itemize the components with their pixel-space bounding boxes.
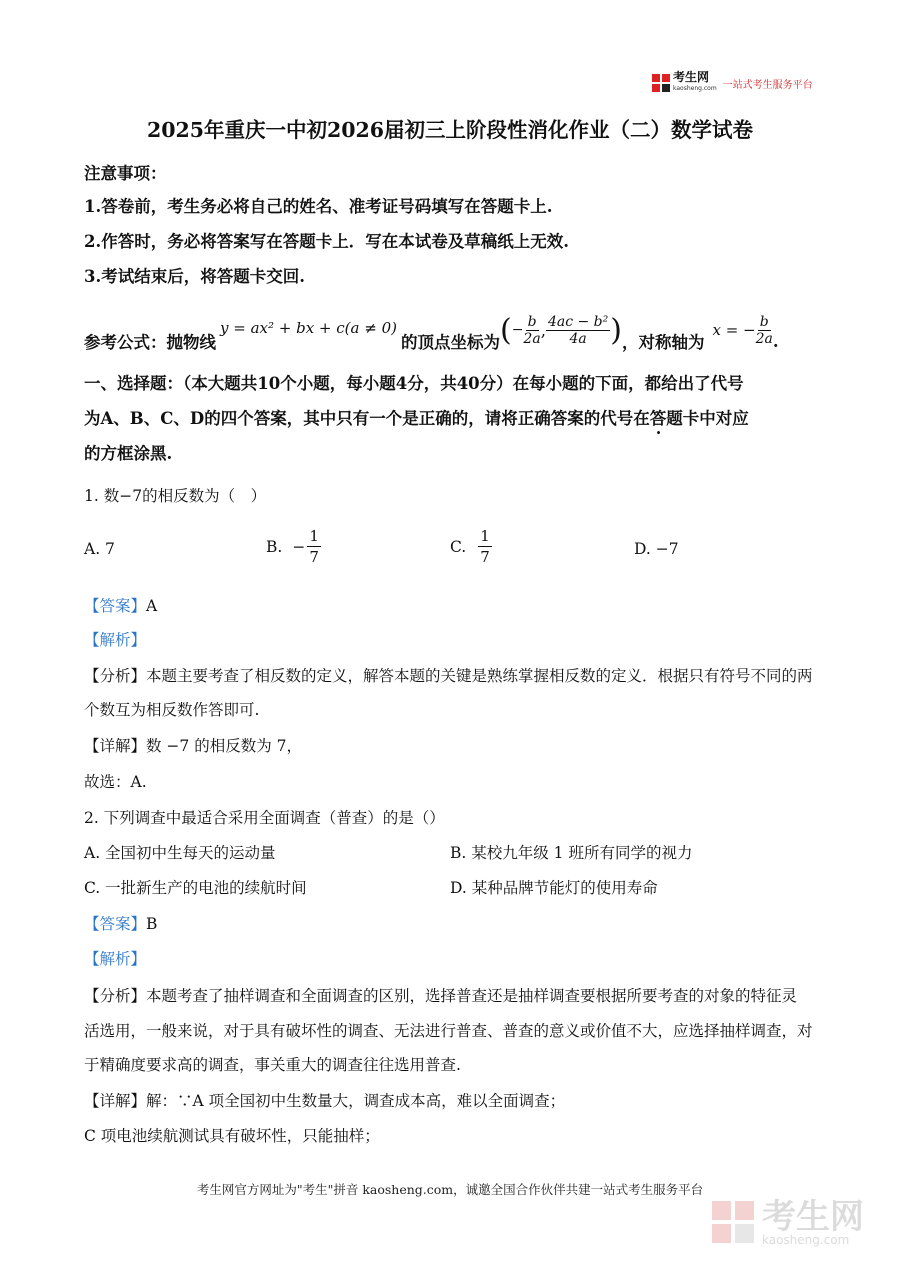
- q2-answer: 【答案】B: [84, 915, 158, 933]
- q1-analysis-tag: 【解析】: [84, 631, 147, 649]
- q1-option-a: A. 7: [84, 540, 115, 558]
- emphasized-answer-card: 答题卡: [649, 409, 700, 428]
- q2-option-d: D. 某种品牌节能灯的使用寿命: [450, 879, 658, 897]
- q2-detail-line-1: 【详解】解：∵A 项全国初中生数量大，调查成本高，难以全面调查；: [84, 1092, 566, 1110]
- q1-stem: 1. 数−7的相反数为（ ）: [84, 487, 267, 505]
- notice-item-2: 2.作答时，务必将答案写在答题卡上．写在本试卷及草稿纸上无效.: [84, 232, 569, 251]
- parabola-equation: y = ax² + bx + c(a ≠ 0): [220, 319, 397, 337]
- axis-fraction: $\frac{b}{2a}$: [755, 313, 773, 347]
- q1-detail: 【详解】数 −7 的相反数为 7，: [84, 737, 302, 755]
- brand-name: 考生网: [673, 70, 710, 84]
- q1-analysis-line-1: 【分析】本题主要考查了相反数的定义，解答本题的关键是熟练掌握相反数的定义．根据只有符号不同的两: [84, 667, 813, 685]
- q2-analysis-tag: 【解析】: [84, 950, 147, 968]
- header-logo: [652, 72, 813, 94]
- q2-analysis-line-3: 于精确度要求高的调查，事关重大的调查往往选用普查.: [84, 1056, 461, 1074]
- q1-option-c: C. $\frac{1}{7}$: [450, 527, 490, 566]
- brand-slogan: 一站式考生服务平台: [722, 79, 813, 91]
- section-instructions-line-3: 的方框涂黑.: [84, 444, 173, 463]
- q2-option-b: B. 某校九年级 1 班所有同学的视力: [450, 844, 693, 862]
- section-instructions-line-1: 一、选择题：（本大题共10个小题，每小题4分，共40分）在每小题的下面，都给出了代号: [84, 374, 744, 393]
- notice-item-3: 3.考试结束后，将答题卡交回.: [84, 267, 305, 286]
- notice-item-1: 1.答卷前，考生务必将自己的姓名、准考证号码填写在答题卡上.: [84, 197, 553, 216]
- brand-url: kaosheng.com: [673, 85, 717, 92]
- q2-option-a: A. 全国初中生每天的运动量: [84, 844, 276, 862]
- vertex-x-fraction: $\frac{b}{2a}$: [523, 313, 541, 347]
- q2-analysis-line-1: 【分析】本题考查了抽样调查和全面调查的区别，选择普查还是抽样调查要根据所要考查的对象的特征灵: [84, 987, 798, 1005]
- q2-detail-line-2: C 项电池续航测试具有破坏性，只能抽样；: [84, 1127, 380, 1145]
- q1-analysis-line-2: 个数互为相反数作答即可.: [84, 701, 260, 719]
- section-instructions-line-2: 为A、B、C、D的四个答案，其中只有一个是正确的，请将正确答案的代号在答题卡中对应: [84, 409, 749, 428]
- watermark-url: kaosheng.com: [762, 1233, 850, 1247]
- formula-prefix: 参考公式：抛物线: [84, 333, 216, 352]
- page-title: 2025年重庆一中初2026届初三上阶段性消化作业（二）数学试卷: [146, 118, 754, 142]
- q2-option-c: C. 一批新生产的电池的续航时间: [84, 879, 307, 897]
- footer-text: 考生网官方网址为"考生"拼音 kaosheng.com，诚邀全国合作伙伴共建一站式考生服务平台: [196, 1182, 704, 1197]
- q1-option-d: D. −7: [634, 540, 679, 558]
- vertex-y-fraction: $\frac{\text{4ac − b²}}{4a}$: [547, 313, 609, 347]
- watermark-name: 考生网: [762, 1197, 864, 1237]
- q1-option-b: B. − $\frac{1}{7}$: [266, 527, 319, 566]
- axis-equation: x = −: [712, 321, 756, 339]
- q2-analysis-line-2: 活选用，一般来说，对于具有破坏性的调查、无法进行普查、普查的意义或价值不大，应选择抽样调查，对: [84, 1022, 813, 1040]
- q1-choice: 故选：A.: [84, 773, 147, 791]
- formula-axis-label: ，对称轴为: [621, 333, 705, 352]
- watermark: [712, 1197, 864, 1247]
- notice-heading: 注意事项：: [84, 164, 167, 183]
- formula-vertex-label: 的顶点坐标为: [400, 333, 500, 352]
- reference-formula: 参考公式：抛物线 y = ax² + bx + c(a ≠ 0) 的顶点坐标为 ( − $\frac{b}{2a}$ , $\frac{\text{4ac − b²}}{4a}$ ) ，对称轴为 x = − $\frac{b}{2a}$ .: [84, 312, 779, 352]
- kaosheng-logo-icon: [652, 74, 670, 92]
- q2-stem: 2. 下列调查中最适合采用全面调查（普查）的是（）: [84, 809, 445, 827]
- q1-answer: 【答案】A: [84, 597, 158, 615]
- kaosheng-watermark-icon: [712, 1201, 756, 1245]
